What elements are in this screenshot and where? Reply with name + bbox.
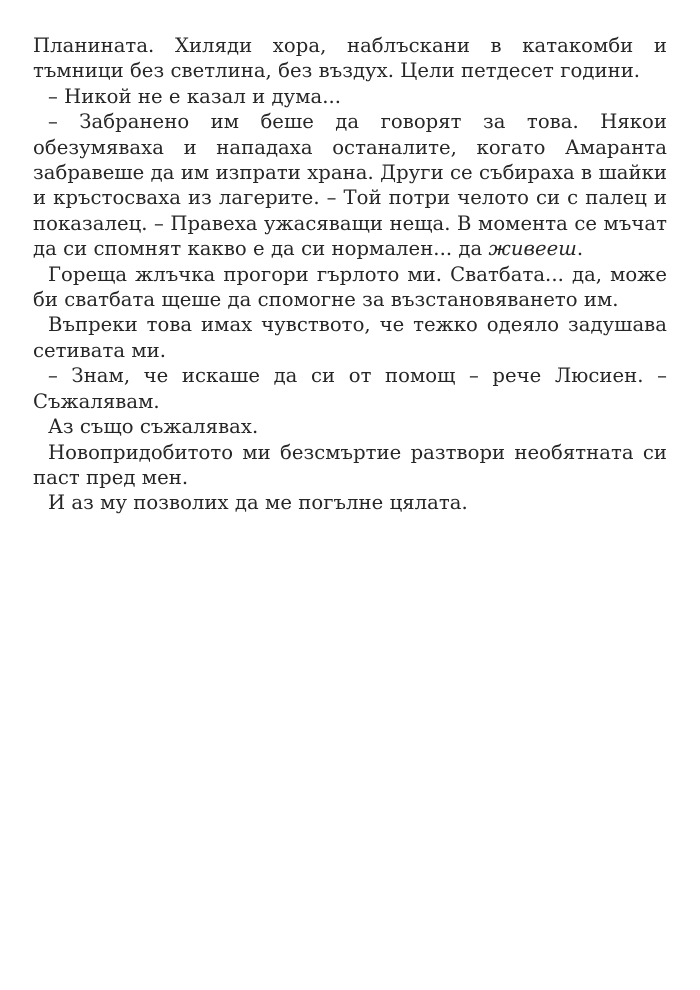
paragraph: Планината. Хиляди хора, наблъскани в катакомби и тъмници без светлина, без въздух. Цели петдесет години. bbox=[33, 34, 667, 83]
paragraph: – Никой не е казал и дума... bbox=[48, 84, 342, 108]
paragraph: – Забранено им беше да говорят за това. Някои обезумяваха и нападаха останалите, когато Амаранта забравеше да им изпрати храна. Други се събираха в шайки и кръстосваха из лагерите. – Той потри челото си с палец и показалец. – Правеха ужасяващи неща. В момента се мъчат да си спомнят какво е да си нормален... да живееш. bbox=[33, 110, 667, 261]
paragraph: И аз му позволих да ме погълне цялата. bbox=[48, 491, 468, 515]
paragraph: Аз също съжалявах. bbox=[48, 415, 259, 439]
paragraph: – Знам, че искаше да си от помощ – рече Люсиен. – Съжалявам. bbox=[33, 364, 667, 413]
paragraph: Новопридобитото ми безсмъртие разтвори необятната си паст пред мен. bbox=[33, 440, 667, 489]
emphasized-word: живееш bbox=[488, 237, 577, 261]
paragraph: Въпреки това имах чувството, че тежко одеяло задушава сетивата ми. bbox=[33, 313, 667, 362]
paragraph: Гореща жлъчка прогори гърлото ми. Сватбата... да, може би сватбата щеше да спомогне за възстановяването им. bbox=[33, 262, 667, 312]
book-page bbox=[33, 33, 667, 516]
